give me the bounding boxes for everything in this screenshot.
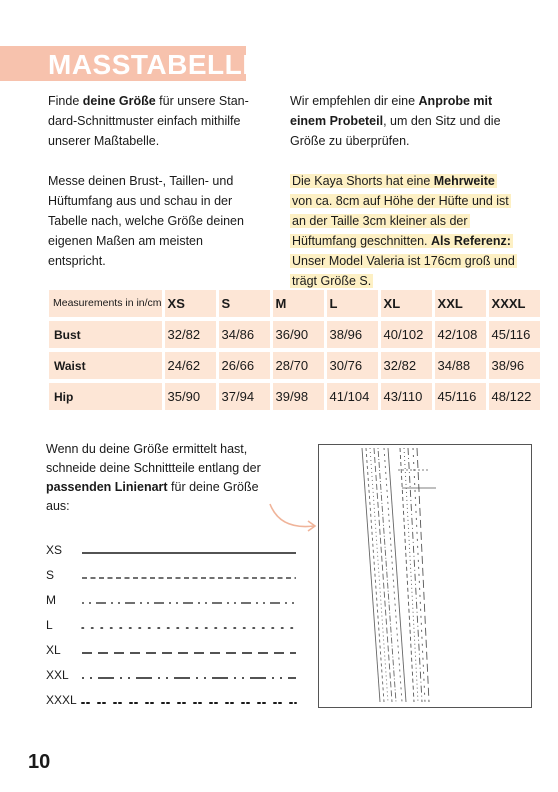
row-label-hip: Hip (49, 383, 162, 410)
table-cell: 28/70 (273, 352, 324, 379)
table-cell: 35/90 (165, 383, 216, 410)
table-row (49, 321, 540, 348)
table-cell: 26/66 (219, 352, 270, 379)
page-title (48, 48, 261, 82)
legend-row-xs (46, 540, 276, 565)
table-cell: 42/108 (435, 321, 486, 348)
line-solid-icon (80, 544, 312, 558)
legend-row-xxl (46, 665, 276, 690)
table-header-cell: XS (165, 290, 216, 317)
table-header-cell: XXL (435, 290, 486, 317)
table-cell: 40/102 (381, 321, 432, 348)
table-cell: 48/122 (489, 383, 540, 410)
table-cell: 41/104 (327, 383, 378, 410)
table-cell: 38/96 (327, 321, 378, 348)
table-row (49, 352, 540, 379)
table-header-cell: XL (381, 290, 432, 317)
table-cell: 45/116 (489, 321, 540, 348)
table-cell: 37/94 (219, 383, 270, 410)
table-cell: 39/98 (273, 383, 324, 410)
page-number: 10 (28, 751, 51, 773)
table-cell: 38/96 (489, 352, 540, 379)
legend-label: M (46, 593, 56, 607)
line-dot-dash-icon (80, 669, 312, 683)
line-long-dash-icon (80, 644, 312, 658)
table-header-cell: XXXL (489, 290, 540, 317)
intro-left-column (48, 91, 263, 291)
row-label-bust: Bust (49, 321, 162, 348)
table-header-cell: L (327, 290, 378, 317)
legend-row-xl (46, 640, 276, 665)
legend-label: L (46, 618, 53, 632)
line-dot-cluster-icon (80, 694, 312, 708)
table-cell: 32/82 (381, 352, 432, 379)
table-cell: 45/116 (435, 383, 486, 410)
table-cell: 34/88 (435, 352, 486, 379)
cut-instructions: Wenn du deine Größe ermittelt hast, schneide deine Schnittteile entlang der passenden Linienart für deine Größe aus: (46, 442, 261, 513)
line-dash-dot-icon (80, 594, 312, 608)
legend-row-xxxl (46, 690, 276, 715)
curved-arrow-icon (266, 500, 326, 540)
legend-label: S (46, 568, 55, 582)
table-cell: 36/90 (273, 321, 324, 348)
legend-row-s (46, 565, 276, 590)
table-header-cell: M (273, 290, 324, 317)
row-label-waist: Waist (49, 352, 162, 379)
table-header-cell: S (219, 290, 270, 317)
legend-row-m (46, 590, 276, 615)
intro-paragraph-2: Messe deinen Brust-, Taillen- und Hüftumfang aus und schau in der Tabelle nach, welche Größe deinen eigenen Maßen am meisten entspricht. (48, 174, 244, 268)
legend-label: XS (46, 543, 63, 557)
table-header-row (49, 290, 540, 317)
line-type-legend (46, 540, 276, 715)
table-cell: 43/110 (381, 383, 432, 410)
table-cell: 24/62 (165, 352, 216, 379)
page-title-text: MASSTABELLE (48, 49, 262, 80)
table-cell: 34/86 (219, 321, 270, 348)
table-cell: 30/76 (327, 352, 378, 379)
table-corner-label: Measurements in in/cm (49, 290, 162, 317)
table-cell: 32/82 (165, 321, 216, 348)
legend-label: XXL (46, 668, 69, 682)
intro-paragraph-1: Finde deine Größe für unsere Stan-dard-Schnittmuster einfach mithilfe unserer Maßtabelle. (48, 94, 249, 148)
line-dashed-icon (80, 569, 312, 583)
size-table (46, 286, 543, 414)
legend-label: XL (46, 643, 61, 657)
table-row (49, 383, 540, 410)
intro-right-column (290, 91, 515, 311)
fitting-advice: Wir empfehlen dir eine Anprobe mit einem Probeteil, um den Sitz und die Größe zu überprüfen. (290, 94, 501, 148)
line-dotted-icon (80, 619, 312, 633)
legend-label: XXXL (46, 693, 77, 707)
ease-note: Die Kaya Shorts hat eine Mehrweite von ca. 8cm auf Höhe der Hüfte und ist an der Taille 3cm kleiner als der Hüftumfang geschnitten. Als Referenz: Unser Model Valeria ist 176cm groß und trägt Größe S. (292, 174, 515, 288)
pattern-preview-illustration (318, 444, 532, 708)
legend-row-l (46, 615, 276, 640)
